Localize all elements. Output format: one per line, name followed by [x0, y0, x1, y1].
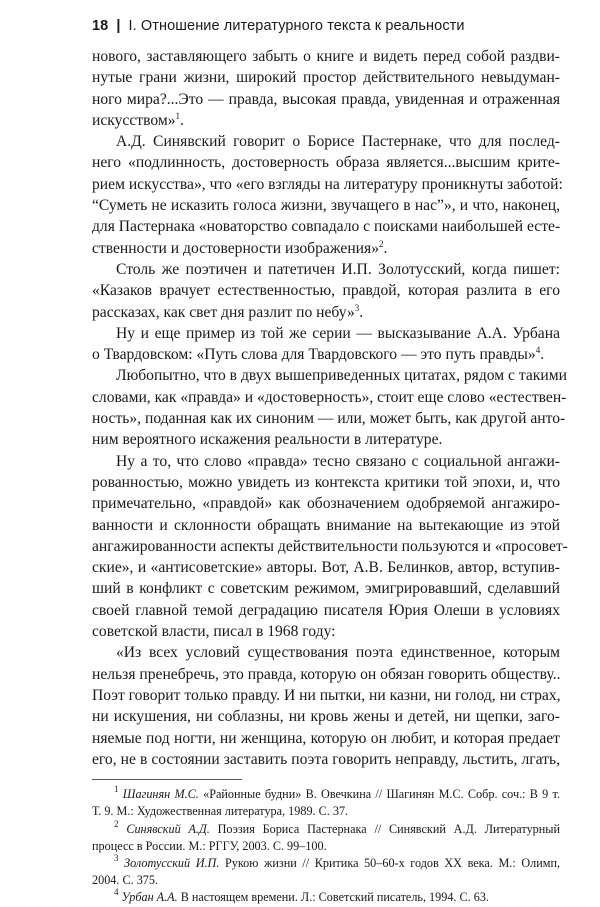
text-line	[92, 238, 560, 259]
text-line	[92, 302, 560, 323]
footnote-text: «Районные будни» В. Овечкина // Шагинян М.С. Собр. соч.: В 9 т.	[198, 787, 560, 802]
text-line: Поэт говорит только правду. И ни пытки, ни казни, ни голод, ни страх,	[92, 686, 561, 704]
running-head	[92, 18, 560, 34]
text-fragment: .	[383, 239, 388, 257]
text-line: нутые грани жизни, широкий простор действительного невыдуман-	[92, 69, 560, 87]
footnote-line: Т. 9. М.: Художественная литература, 1989. С. 37.	[92, 804, 349, 819]
text-line	[92, 344, 560, 365]
text-line: “Суметь не исказить голоса жизни, звучащего в нас”», и что, наконец,	[92, 197, 560, 215]
text-fragment: ственности и достоверности изображения»	[92, 239, 379, 257]
text-line	[92, 110, 560, 131]
text-line: ного мира?...Это — правда, высокая правда, увиденная и отраженная	[92, 90, 560, 108]
footnote-line	[92, 852, 561, 872]
text-line: ность», поданная как их синоним — или, может быть, как другой анто-	[92, 410, 566, 428]
footnote-marker: 2	[114, 818, 119, 829]
footnote	[92, 786, 560, 820]
text-line: «Казаков врачует естественностью, правдой, которая разлита в его	[92, 282, 560, 300]
footnote-ref: 3	[354, 302, 360, 313]
footnote-ref: 2	[379, 238, 384, 249]
footnote-line	[92, 786, 560, 803]
text-line: Столь же поэтичен и патетичен И.П. Золотусский, когда пишет:	[116, 260, 560, 278]
text-line: Любопытно, что в двух вышеприведенных цитатах, рядом с такими	[116, 367, 567, 385]
text-line	[92, 621, 560, 642]
paragraph	[92, 365, 567, 450]
footnote-text: В настоящем времени. Л.: Советский писатель, 1994. С. 63.	[177, 890, 489, 905]
footnote-marker: 1	[114, 784, 119, 795]
text-line: словами, как «правда» и «достоверность», стоит еще слово «естествен-	[92, 388, 567, 406]
text-line: его, не в состоянии заставить поэта говорить неправду, льстить, лгать,	[92, 750, 560, 768]
text-line: рованностью, можно увидеть из контекста критики той эпохи, и, что	[92, 473, 560, 491]
text-fragment: .	[359, 303, 364, 321]
footnote-marker: 3	[114, 852, 119, 863]
footnote-author: Синявский А.Д.	[126, 821, 210, 836]
text-line: него «подлинность, достоверность образа является...высшим крите-	[92, 154, 560, 172]
text-line: Ну и еще пример из той же серии — высказывание А.А. Урбана	[116, 324, 560, 342]
text-line: нельзя пренебречь, это правда, которую он обязан говорить обществу..	[92, 665, 561, 683]
text-line	[92, 429, 560, 450]
footnote-text: Поэзия Бориса Пастернака // Синявский А.Д. Литературный	[209, 821, 560, 836]
paragraph	[92, 46, 560, 131]
text-line: ший в конфликт с советским режимом, эмигрировавший, сделавший	[92, 580, 560, 598]
text-line: ские», и «антисоветские» авторы. Вот, А.В. Белинков, автор, вступив-	[92, 559, 560, 577]
text-fragment: .	[540, 346, 545, 364]
footnote	[92, 889, 560, 906]
text-line: своей главной темой деградацию писателя Юрия Олеши в условиях	[92, 601, 560, 619]
footnote-text: Рукою жизни // Критика 50–60-х годов XX века. М.: Олимп,	[219, 855, 561, 870]
footnote-ref: 1	[175, 110, 180, 121]
text-fragment: рассказах, как свет дня разлит по небу»	[92, 303, 355, 321]
paragraph	[92, 131, 563, 259]
footnote-ref: 4	[535, 345, 541, 356]
text-line: ни искушения, ни соблазны, ни кровь жены и детей, ни щепки, заго-	[92, 708, 560, 726]
text-line: для Пастернака «новаторство совпадало с поисками наибольшей есте-	[92, 218, 561, 236]
footnote-author: Золотусский И.П.	[124, 855, 220, 870]
footnote-marker: 4	[114, 887, 119, 898]
chapter-title: I. Отношение литературного текста к реальности	[128, 18, 465, 34]
text-line: Ну а то, что слово «правда» тесно связано с социальной ангажи-	[116, 452, 560, 470]
header-separator: |	[116, 18, 121, 34]
paragraph	[92, 259, 560, 323]
paragraph	[92, 642, 560, 770]
footnote-line	[92, 889, 560, 906]
footnote-line: процесс в России. М.: РГГУ, 2003. С. 99–100.	[92, 838, 327, 853]
text-line: рием искусства», что «его взгляды на литературу проникнуты заботой:	[92, 175, 563, 193]
footnote-line: 2004. С. 375.	[92, 873, 159, 888]
paragraph	[92, 451, 568, 643]
text-fragment: ним вероятного искажения реальности в литературе.	[92, 431, 443, 449]
text-fragment: о Твардовском: «Путь слова для Твардовского — это путь правды»	[92, 346, 536, 364]
text-line: «Из всех условий существования поэта единственное, которым	[116, 644, 560, 662]
footnotes	[92, 786, 560, 906]
text-line: примечательно, «правдой» как обозначением одобряемой ангажиро-	[92, 495, 560, 513]
text-line: няемые под ногти, ни женщина, которую он любит, и которая предает	[92, 729, 560, 747]
footnote-line	[92, 818, 560, 838]
footnote	[92, 852, 561, 889]
text-line: А.Д. Синявский говорит о Борисе Пастернаке, что для послед-	[116, 133, 560, 151]
text-fragment: искусством»	[92, 111, 176, 129]
footnote-author: Шагинян М.С.	[122, 787, 199, 802]
footnote-divider	[92, 779, 242, 780]
footnote	[92, 818, 560, 855]
text-line: ванности и склонности обращать внимание на вытекающие из этой	[92, 516, 560, 534]
body-text	[92, 46, 568, 770]
paragraph	[92, 323, 560, 366]
text-line: нового, заставляющего забыть о книге и видеть перед собой раздви-	[92, 48, 560, 65]
text-fragment: советской власти, писал в 1968 году:	[92, 623, 336, 641]
text-line: ангажированности аспекты действительности пользуются и «просовет-	[92, 537, 568, 555]
page-number: 18	[92, 18, 109, 34]
text-fragment: .	[180, 111, 184, 129]
footnote-author: Урбан А.А.	[121, 890, 178, 905]
